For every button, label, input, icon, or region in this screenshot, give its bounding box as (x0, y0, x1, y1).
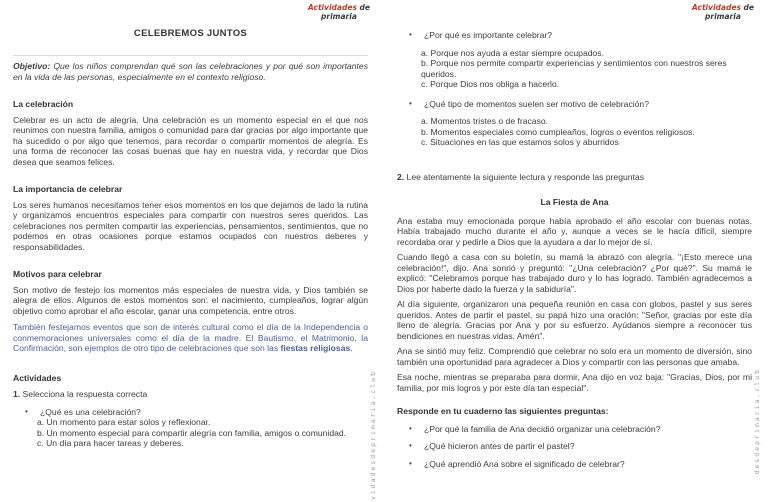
page-2 (384, 0, 768, 502)
bullet-icon: • (409, 30, 412, 39)
quiz-3-option-a: a. Momentos tristes o de fracaso. (421, 116, 549, 126)
quiz-2-question: ¿Por qué es importante celebrar? (424, 30, 553, 40)
bullet-icon: • (409, 98, 412, 108)
watermark-url: vidadesdeprimaria.club (369, 369, 377, 500)
logo-word-primaria: primaria (705, 12, 741, 21)
activity-2-instruction (397, 172, 752, 183)
logo-line-1 (308, 3, 370, 12)
story-paragraph-2: Cuando llegó a casa con su boletín, su mamá la abrazó con alegría. "¡Esto merece una celebración!", dijo. Ana sonrió y preguntó: "¿Una celebración? ¿Por qué?". Su mamá le explicó: "Celebramos porque has trabajado duro y lo has logrado. También agradecemos a Dios por haberte dado la fuerza y la sabiduría". (397, 252, 752, 294)
quiz-question-1 (13, 407, 368, 449)
objective-text: Que los niños comprendan qué son las celebraciones y por qué son importantes en la vida de las personas, especialmente en el contexto religioso. (13, 61, 368, 82)
story-body (397, 216, 752, 394)
respond-question-3: ¿Qué aprendió Ana sobre el significado de celebrar? (424, 458, 625, 469)
section-heading-importancia: La importancia de celebrar (13, 184, 123, 194)
bullet-icon: • (25, 406, 28, 416)
section-heading-motivos: Motivos para celebrar (13, 269, 102, 279)
quiz-3-option-b: b. Momentos especiales como cumpleaños, logros o eventos religiosos. (421, 126, 695, 137)
story-title: La Fiesta de Ana (540, 197, 609, 207)
site-logo (692, 3, 754, 21)
logo-word-primaria: primaria (321, 12, 357, 21)
section-heading-la-celebracion: La celebración (13, 99, 74, 109)
document-title: CELEBREMOS JUNTOS (133, 28, 248, 39)
respond-question-row (409, 459, 752, 470)
activity-2-number: 2. (397, 171, 405, 182)
respond-question-row (409, 424, 752, 435)
respond-question-2: ¿Qué hicieron antes de partir el pastel? (424, 441, 575, 451)
paragraph-motivos-1: Son motivo de festejo los momentos más especiales de nuestra vida, y Dios también se alegra de ellos. Algunos de estos momentos son: el nacimiento, cumpleaños, lograr algún objetivo como aprobar el año escolar, ganar una competencia, entre otros. (13, 284, 368, 316)
quiz-3-question-row (409, 99, 752, 110)
page-2-content (384, 0, 768, 469)
paragraph-motivos-2 (13, 322, 368, 354)
quiz-3-options (397, 116, 752, 148)
logo-word-actividades: Actividades (307, 3, 357, 12)
respond-question-list (397, 424, 752, 470)
quiz-question-2 (397, 30, 752, 90)
quiz-1-option-a: a. Un momento para estar solos y reflexionar. (37, 417, 211, 427)
story-paragraph-1: Ana estaba muy emocionada porque había aprobado el año escolar con buenas notas. Había trabajado mucho durante el año y, aunque a veces se le hacía difícil, siempre recordaba orar y pedirle a Dios que la ayudara a dar lo mejor de sí. (397, 215, 752, 247)
quiz-2-question-row (409, 30, 752, 41)
quiz-1-option-b: b. Un momento especial para compartir alegría con familia, amigos o comunidad. (37, 427, 347, 438)
bullet-icon: • (409, 441, 412, 450)
logo-word-de: de (359, 3, 370, 12)
bullet-icon: • (409, 458, 412, 468)
story-paragraph-4: Ana se sintió muy feliz. Comprendió que celebrar no solo era un momento de diversión, sino también una oportunidad para agradecer a Dios y compartir con las personas que amaba. (397, 346, 752, 367)
activity-1-instruction (13, 389, 368, 400)
quiz-2-options (397, 48, 752, 90)
quiz-2-option-c: c. Porque Dios nos obliga a hacerlo. (421, 79, 560, 89)
respond-question-1: ¿Por qué la familia de Ana decidió organizar una celebración? (424, 423, 661, 434)
page-1-content (0, 0, 384, 449)
watermark-url: desdeprimaria.club (753, 367, 761, 474)
quiz-2-option-b: b. Porque nos permite compartir experiencias y sentimientos con nuestros seres queridos. (421, 58, 727, 79)
quiz-1-question: ¿Qué es una celebración? (40, 406, 141, 417)
respond-question-row (409, 441, 752, 452)
quiz-1-question-row (25, 407, 368, 418)
activity-1-number: 1. (13, 389, 21, 399)
quiz-3-question: ¿Qué tipo de momentos suelen ser motivo de celebración? (424, 98, 649, 109)
quiz-question-3 (397, 99, 752, 148)
story-paragraph-5: Esa noche, mientras se preparaba para dormir, Ana dijo en voz baja: "Gracias, Dios, por mi familia, por mis logros y por este día tan especial". (397, 372, 752, 393)
objective-label: Objetivo: (13, 61, 51, 71)
fiestas-religiosas-bold: fiestas religiosas (280, 343, 351, 353)
activity-2-text: Lee atentamente la siguiente lectura y responde las preguntas (404, 171, 644, 182)
paragraph-la-celebracion: Celebrar es un acto de alegría. Una celebración es un momento especial en el que nos reunimos con nuestra familia, amigos o comunidad para dar gracias por algo importante que ha sucedido o por algo que tenemos, para recordar o compartir momentos de alegría. Es una forma de reconocer las cosas buenas que hay en nuestra vida, y recordar que Dios desea que seamos felices. (13, 114, 368, 167)
bullet-icon: • (409, 423, 412, 433)
quiz-2-option-a: a. Porque nos ayuda a estar siempre ocupados. (421, 47, 604, 58)
story-paragraph-3: Al día siguiente, organizaron una pequeña reunión en casa con globos, pastel y sus seres queridos. Antes de partir el pastel, su papá hizo una oración: "Señor, gracias por este día lleno de alegría. Gracias por Ana y por su esfuerzo. Ayúdanos siempre a reconocer tus bendiciones en nuestras vidas. Amén". (397, 299, 752, 341)
quiz-3-option-c: c. Situaciones en las que estamos solos y aburridos (421, 137, 619, 147)
respond-heading: Responde en tu cuaderno las siguientes preguntas: (397, 406, 609, 416)
quiz-1-options (13, 417, 368, 449)
logo-line-1 (692, 3, 754, 12)
paragraph-motivos-2-text: También festejamos eventos que son de interés cultural como el día de la Independencia o conmemoraciones universales como el día de la madre. El Bautismo, el Matrimonio, la Confirmación, son ejemplos de otro tipo de celebraciones que son las (13, 322, 368, 353)
logo-word-de: de (743, 3, 754, 12)
paragraph-importancia: Los seres humanos necesitamos tener esos momentos en los que dejamos de lado la rutina y organizamos encuentros especiales para compartir con nuestros seres queridos. Las celebraciones nos permiten compartir las experiencias, pensamientos, sentimientos, que no podemos en otras ocasiones porque estamos ocupados con nuestros deberes y responsabilidades. (13, 199, 368, 252)
paragraph-motivos-2-end: . (350, 343, 353, 353)
objective-box (13, 55, 368, 82)
logo-word-actividades: Actividades (691, 3, 741, 12)
activity-1-text: Selecciona la respuesta correcta (20, 389, 148, 399)
section-heading-actividades: Actividades (13, 372, 62, 383)
site-logo (308, 3, 370, 21)
quiz-1-option-c: c. Un día para hacer tareas y deberes. (37, 438, 184, 448)
